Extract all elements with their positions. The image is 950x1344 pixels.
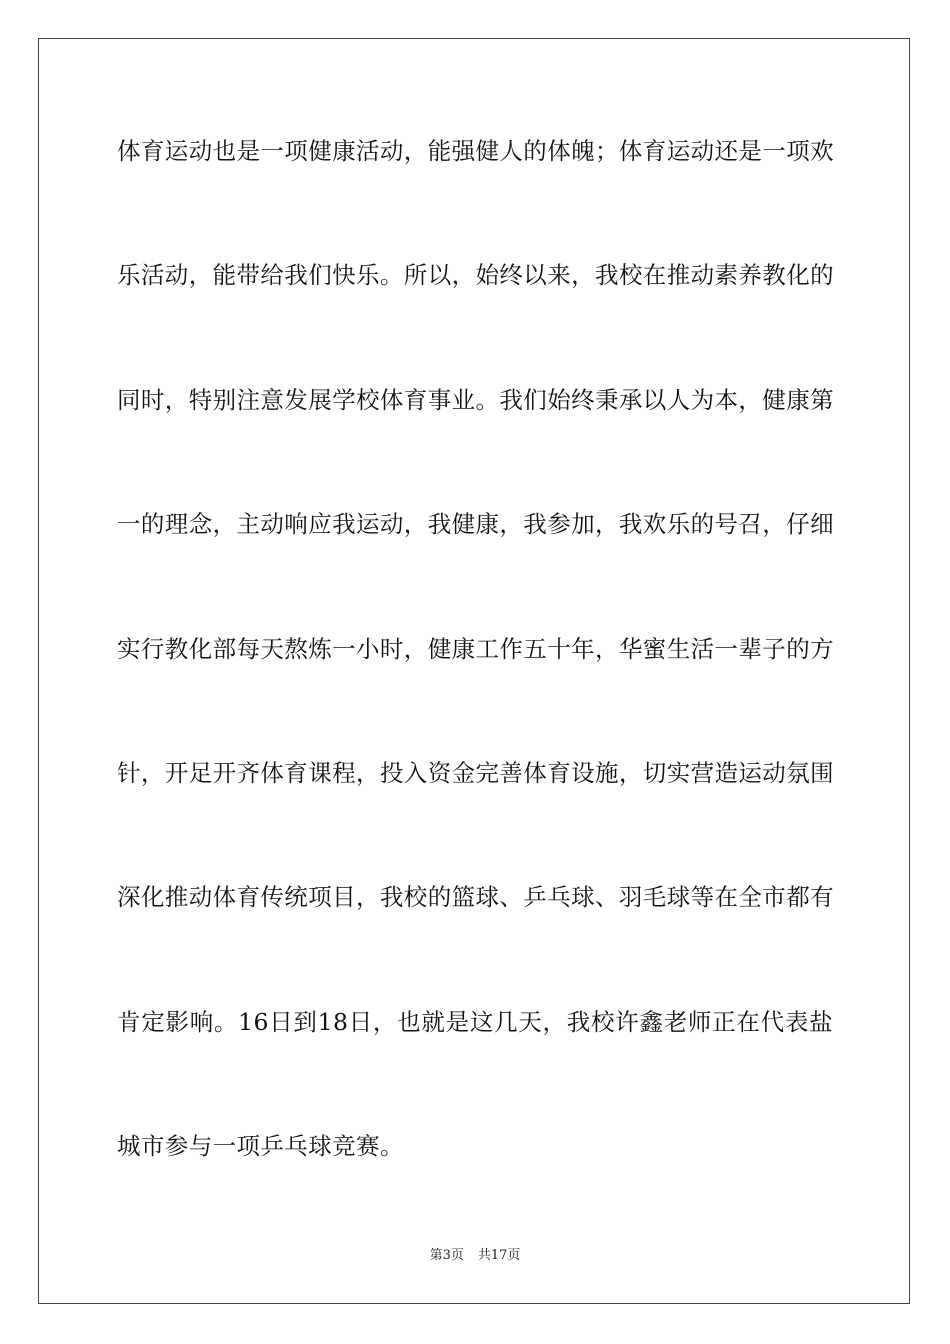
paragraph-line-1: 体育运动也是一项健康活动，能强健人的体魄；体育运动还是一项欢 <box>117 137 834 165</box>
page-number-current: 第3页 <box>429 1248 464 1263</box>
paragraph-line-4: 一的理念，主动响应我运动，我健康，我参加，我欢乐的号召，仔细 <box>117 510 834 539</box>
paragraph-line-7: 深化推动体育传统项目，我校的篮球、乒乓球、羽毛球等在全市都有 <box>117 883 834 912</box>
paragraph-line-6: 针，开足开齐体育课程，投入资金完善体育设施，切实营造运动氛围 <box>117 758 834 787</box>
paragraph-line-5: 实行教化部每天熬炼一小时，健康工作五十年，华蜜生活一辈子的方 <box>117 634 834 663</box>
paragraph-line-2: 乐活动，能带给我们快乐。所以，始终以来，我校在推动素养教化的 <box>117 261 834 290</box>
page-footer <box>0 1247 950 1265</box>
paragraph-line-3: 同时，特别注意发展学校体育事业。我们始终秉承以人为本，健康第 <box>117 385 834 414</box>
page-number-total: 共17页 <box>477 1248 521 1263</box>
body-paragraph <box>117 128 833 1248</box>
paragraph-line-8: 肯定影响。16日到18日，也就是这几天，我校许鑫老师正在代表盐 <box>117 1007 833 1036</box>
paragraph-line-9: 城市参与一项乒乓球竞赛。 <box>117 1132 404 1161</box>
